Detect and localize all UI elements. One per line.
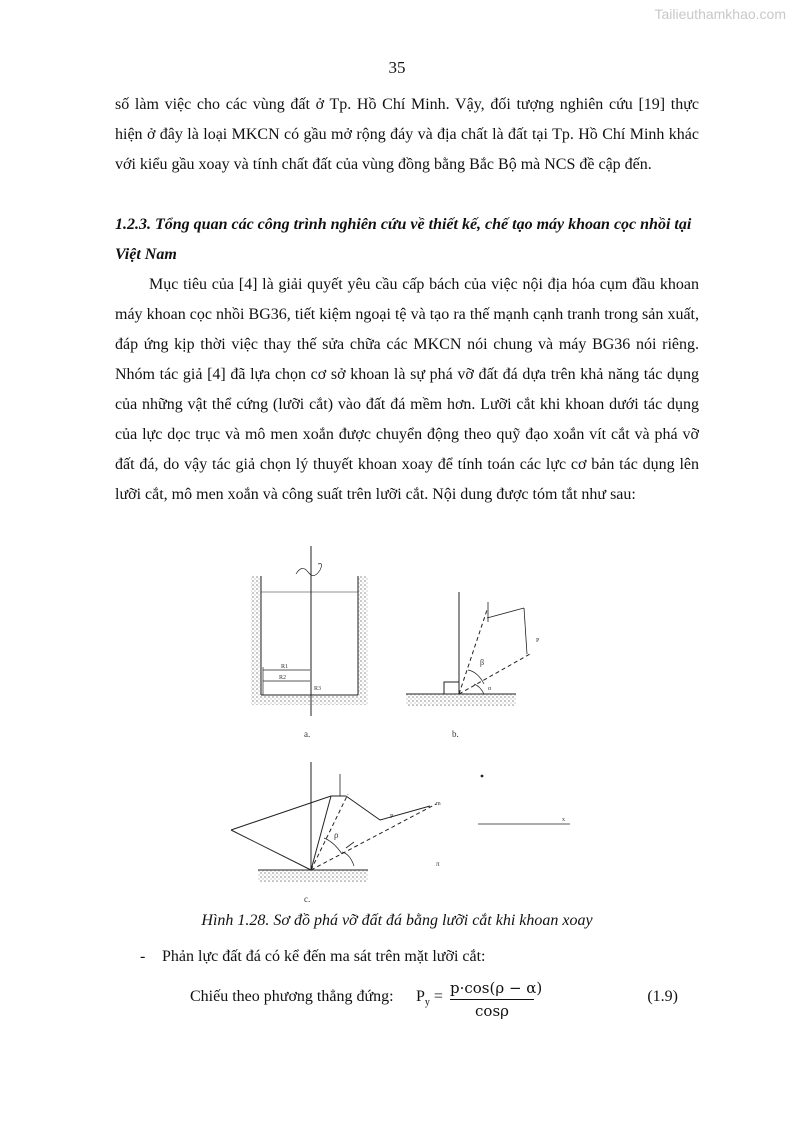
label-pi: π [436,860,440,868]
bullet-dash: - [140,948,146,965]
cutting-diagram-figure [0,540,794,912]
label-r2: R2 [279,675,287,681]
diagram-b [406,592,530,706]
label-m: m [436,801,441,807]
label-a: a. [304,729,311,739]
label-beta: β [480,658,485,667]
formula-lhs: P [416,988,425,1005]
figure-caption: Hình 1.28. Sơ đồ phá vỡ đất đá bằng lưỡi cắt khi khoan xoay [201,912,593,929]
label-rho: ρ [334,830,339,840]
label-r1: R1 [281,664,289,670]
formula-denominator: cosρ [475,1002,509,1020]
paragraph-body: Mục tiêu của [4] là giải quyết yêu cầu cấp bách của việc nội địa hóa cụm đầu khoan máy khoan cọc nhồi BG36, tiết kiệm ngoại tệ và tạo ra thế mạnh cạnh tranh trong sản xuất, đáp ứng kịp thời việc thay thế sửa chữa các MKCN nói chung và máy BG36 nói riêng. Nhóm tác giả [4] đã lựa chọn cơ sở khoan là sự phá vỡ đất đá dựa trên khả năng tác dụng của những vật thể cứng (lưỡi cắt) vào đất đá mềm hơn. Lưỡi cắt khi khoan dưới tác dụng của lực dọc trục và mô men xoắn được chuyển động theo quỹ đạo xoắn vít cắt và phá vỡ đất đá, do vậy tác giả chọn lý thuyết khoan xoay để tính toán các lực cơ bản tác dụng lên lưỡi cắt, mô men xoắn và công suất trên lưỡi cắt. Nội dung được tóm tắt như sau: [115,276,699,503]
formula-equals: = [433,988,443,1005]
formula-label: Chiếu theo phương thẳng đứng: [190,988,394,1005]
formula-lhs-sub: y [424,997,430,1009]
label-b: b. [452,729,459,739]
axis-sketch [478,775,570,824]
label-r3: R3 [314,686,322,692]
formula-numerator: p·cos(ρ − α) [450,979,534,1000]
label-c: c. [304,894,311,904]
label-x: x [562,817,565,823]
label-p-b: P [536,638,540,644]
bullet-item [140,942,485,972]
section-heading: 1.2.3. Tổng quan các công trình nghiên cứu về thiết kế, chế tạo máy khoan cọc nhồi tại Việt Nam [115,216,692,263]
diagram-c [231,762,436,882]
page-number: 35 [388,58,406,77]
formula-fraction [450,979,543,1020]
label-p-c: P [390,814,394,820]
diagram-a [251,546,368,716]
equation-number: (1.9) [647,988,678,1005]
formula-row [190,975,700,1025]
watermark: Tailieuthamkhao.com [654,6,786,22]
bullet-text: Phản lực đất đá có kể đến ma sát trên mặt lưỡi cắt: [162,948,486,965]
label-alpha-b: α [488,686,492,692]
paragraph-intro: số làm việc cho các vùng đất ở Tp. Hồ Chí Minh. Vậy, đối tượng nghiên cứu [19] thực hiện ở đây là loại MKCN có gầu mở rộng đáy và địa chất là đất tại Tp. Hồ Chí Minh khác với kiểu gầu xoay và tính chất đất của vùng đồng bằng Bắc Bộ mà NCS đề cập đến. [115,96,699,173]
